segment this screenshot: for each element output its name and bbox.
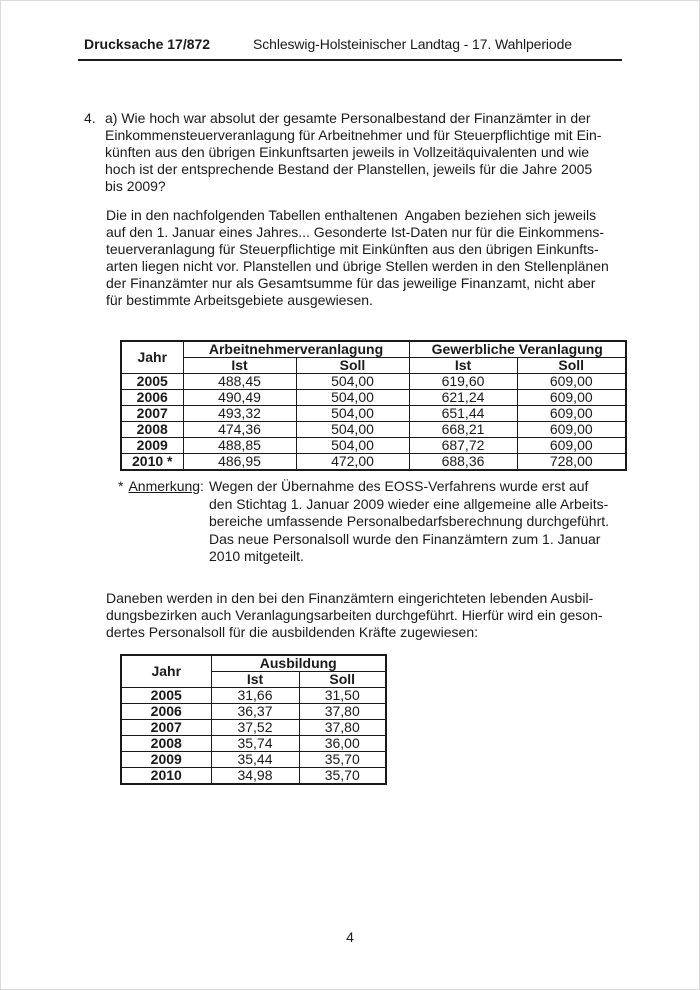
text-line: bis 2009? (105, 178, 166, 194)
value-cell: 621,24 (409, 390, 517, 406)
year-cell: 2010 (121, 768, 211, 785)
table-row (121, 768, 386, 785)
text-line: für bestimmte Arbeitsgebiete ausgewiesen. (106, 292, 373, 308)
year-cell: 2007 (121, 720, 211, 736)
answer-intro (106, 207, 609, 309)
text-line: Daneben werden in den bei den Finanzämtern eingerichteten lebenden Ausbil- (106, 590, 594, 606)
footnote (118, 478, 609, 566)
value-cell: 486,95 (183, 454, 296, 471)
text-line: Das neue Personalsoll wurde den Finanzämtern zum 1. Januar (209, 530, 601, 547)
footnote-continuation (209, 496, 609, 566)
value-cell: 35,70 (299, 752, 386, 768)
document-number: Drucksache 17/872 (84, 36, 211, 52)
page-number: 4 (346, 929, 354, 945)
value-cell: 504,00 (296, 438, 409, 454)
value-cell: 619,60 (409, 374, 517, 390)
year-cell: 2008 (121, 422, 183, 438)
text-line: den Stichtag 1. Januar 2009 wieder eine allgemeine alle Arbeits- (209, 495, 609, 512)
col-header-arbeitnehmerveranlagung: Arbeitnehmerveranlagung (183, 341, 409, 358)
value-cell: 31,66 (211, 688, 299, 704)
question-text (105, 110, 601, 195)
table-row (121, 406, 626, 422)
col-header-soll: Soll (296, 358, 409, 374)
value-cell: 36,37 (211, 704, 299, 720)
year-cell: 2009 (121, 438, 183, 454)
table-row (121, 752, 386, 768)
value-cell: 472,00 (296, 454, 409, 471)
text-line: auf den 1. Januar eines Jahres... Gesonderte Ist-Daten nur für die Einkommens- (106, 224, 605, 240)
col-header-jahr: Jahr (121, 341, 183, 374)
col-header-soll: Soll (299, 672, 386, 688)
value-cell: 651,44 (409, 406, 517, 422)
value-cell: 687,72 (409, 438, 517, 454)
table-row (121, 374, 626, 390)
col-header-ist: Ist (211, 672, 299, 688)
table-row (121, 438, 626, 454)
table-row (121, 390, 626, 406)
table-row (121, 688, 386, 704)
value-cell: 504,00 (296, 406, 409, 422)
col-header-ist: Ist (409, 358, 517, 374)
text-line: Die in den nachfolgenden Tabellen enthaltenen Angaben beziehen sich jeweils (106, 207, 597, 223)
text-line: dungsbezirken auch Veranlagungsarbeiten durchgeführt. Hierfür wird ein geson- (106, 607, 603, 623)
text-line: dertes Personalsoll für die ausbildenden Kräfte zugewiesen: (106, 624, 479, 640)
header-rule (78, 59, 622, 61)
table-row (121, 736, 386, 752)
value-cell: 31,50 (299, 688, 386, 704)
value-cell: 488,85 (183, 438, 296, 454)
value-cell: 35,70 (299, 768, 386, 785)
value-cell: 504,00 (296, 374, 409, 390)
table-row (121, 720, 386, 736)
table-row (121, 704, 386, 720)
text-line: hoch ist der entsprechende Bestand der Planstellen, jeweils für die Jahre 2005 (105, 161, 593, 177)
year-cell: 2006 (121, 704, 211, 720)
table-row (121, 454, 626, 471)
value-cell: 609,00 (517, 390, 626, 406)
value-cell: 609,00 (517, 406, 626, 422)
value-cell: 609,00 (517, 422, 626, 438)
value-cell: 504,00 (296, 390, 409, 406)
text-line: arten liegen nicht vor. Planstellen und übrige Stellen werden in den Stellenplänen (106, 258, 609, 274)
table-header-row (121, 341, 626, 358)
value-cell: 34,98 (211, 768, 299, 785)
year-cell: 2006 (121, 390, 183, 406)
value-cell: 474,36 (183, 422, 296, 438)
value-cell: 488,45 (183, 374, 296, 390)
value-cell: 36,00 (299, 736, 386, 752)
veranlagung-table (120, 340, 627, 471)
text-line: künften aus den übrigen Einkunftsarten jeweils in Vollzeitäquivalenten und wie (105, 144, 590, 160)
value-cell: 493,32 (183, 406, 296, 422)
ausbildung-paragraph (106, 590, 603, 641)
text-line: Einkommensteuerveranlagung für Arbeitnehmer und für Steuerpflichtige mit Ein- (105, 127, 602, 143)
value-cell: 668,21 (409, 422, 517, 438)
ausbildung-table (120, 654, 387, 785)
year-cell: 2009 (121, 752, 211, 768)
question-block (84, 110, 601, 195)
year-cell: 2005 (121, 374, 183, 390)
table-subheader-row (121, 358, 626, 374)
text-line: bereiche umfassende Personalbedarfsberechnung durchgeführt. (209, 513, 610, 529)
value-cell: 37,80 (299, 720, 386, 736)
year-cell: 2005 (121, 688, 211, 704)
footnote-label: Anmerkung (128, 478, 201, 494)
value-cell: 35,44 (211, 752, 299, 768)
col-header-gewerbliche-veranlagung: Gewerbliche Veranlagung (409, 341, 626, 358)
value-cell: 609,00 (517, 374, 626, 390)
year-cell: 2008 (121, 736, 211, 752)
header-title: Schleswig-Holsteinischer Landtag - 17. Wahlperiode (253, 36, 572, 52)
value-cell: 37,80 (299, 704, 386, 720)
col-header-jahr: Jahr (121, 655, 211, 688)
table-row (121, 422, 626, 438)
col-header-soll: Soll (517, 358, 626, 374)
text-line: 2010 mitgeteilt. (209, 548, 304, 564)
value-cell: 688,36 (409, 454, 517, 471)
footnote-marker: * (118, 478, 124, 494)
year-cell: 2010 * (121, 454, 183, 471)
text-line: Wegen der Übernahme des EOSS-Verfahrens wurde erst auf (208, 478, 589, 494)
table-header-row (121, 655, 386, 672)
value-cell: 37,52 (211, 720, 299, 736)
value-cell: 504,00 (296, 422, 409, 438)
question-number: 4. (84, 110, 96, 126)
value-cell: 728,00 (517, 454, 626, 471)
footnote-first-line (118, 478, 609, 496)
year-cell: 2007 (121, 406, 183, 422)
footnote-colon: : (200, 478, 204, 494)
value-cell: 490,49 (183, 390, 296, 406)
col-header-ausbildung: Ausbildung (211, 655, 386, 672)
text-line: der Finanzämter nur als Gesamtsumme für das jeweilige Finanzamt, nicht aber (106, 275, 596, 291)
col-header-ist: Ist (183, 358, 296, 374)
value-cell: 35,74 (211, 736, 299, 752)
value-cell: 609,00 (517, 438, 626, 454)
text-line: a) Wie hoch war absolut der gesamte Personalbestand der Finanzämter in der (105, 110, 591, 126)
text-line: teuerveranlagung für Steuerpflichtige mit Einkünften aus den übrigen Einkunfts- (106, 241, 599, 257)
